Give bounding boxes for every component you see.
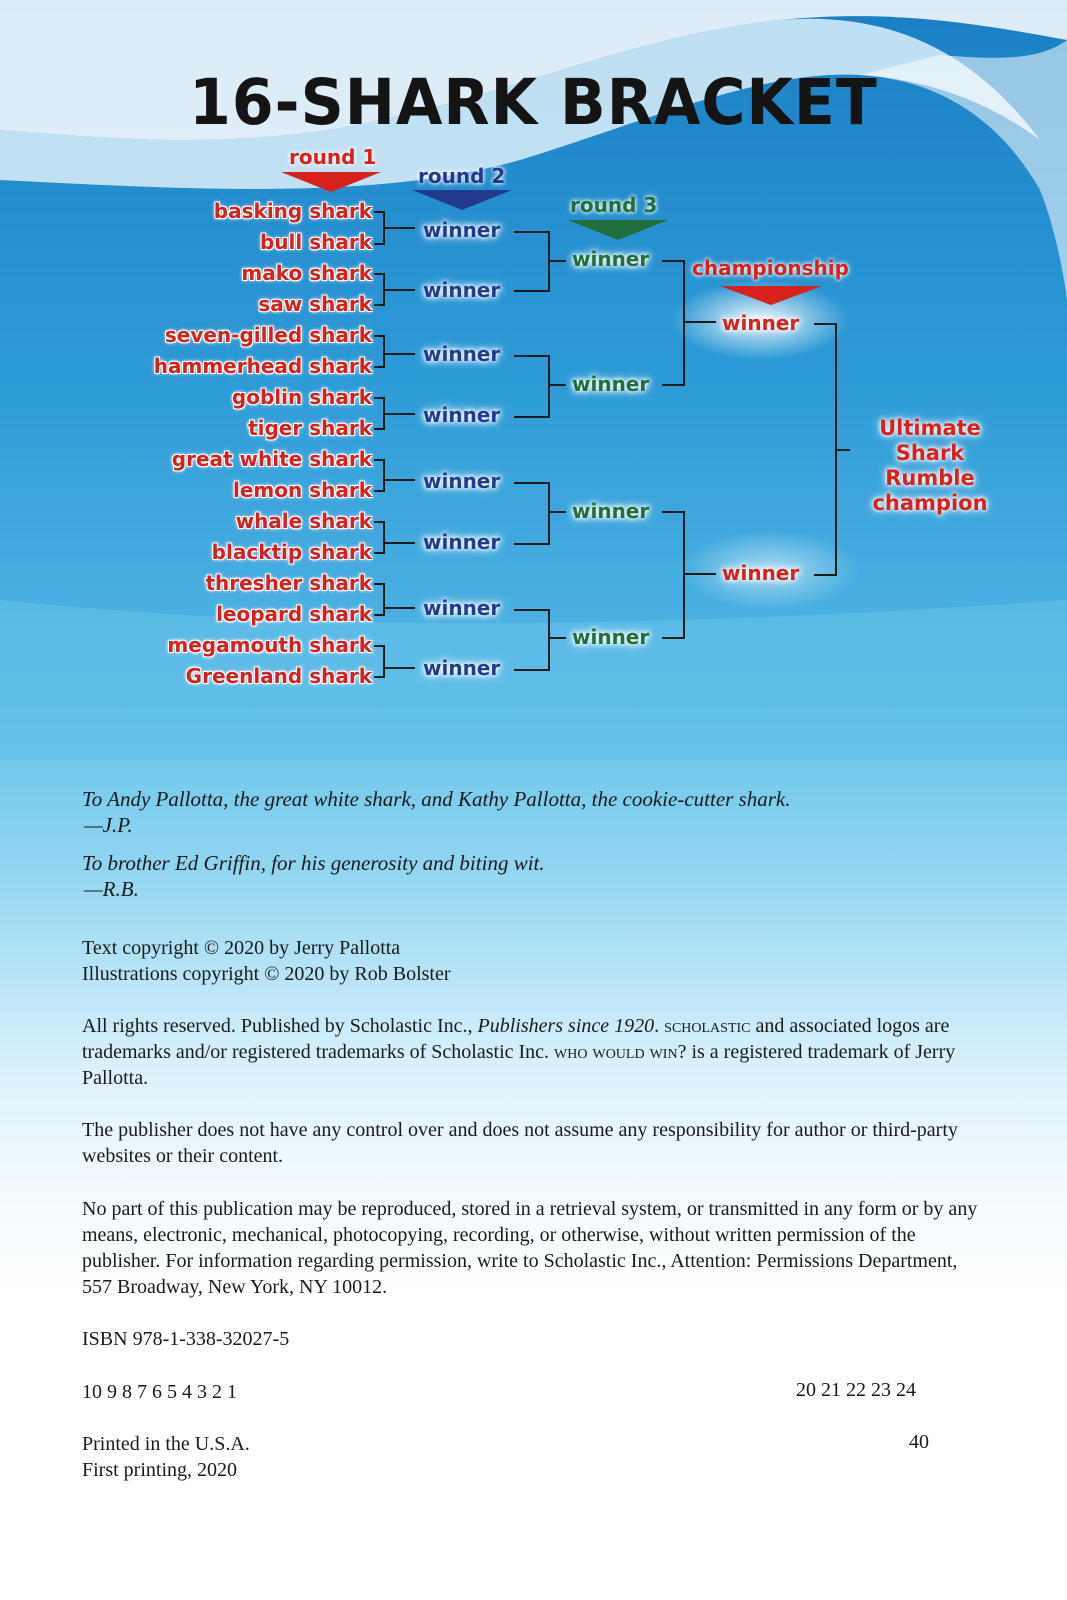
dedication-1-text: To Andy Pallotta, the great white shark, and Kathy Pallotta, the cookie-cutter shark. <box>82 787 791 811</box>
rights-part-4: is a registered trademark of Jerry Pallotta. <box>82 1041 956 1089</box>
dedication-2 <box>82 850 982 902</box>
round-1-arrow <box>281 172 381 192</box>
champion-line-2: Shark <box>895 441 965 465</box>
round-2-winner-4: winner <box>423 403 501 427</box>
round-3-winner-1: winner <box>572 247 650 271</box>
rights-reserved <box>82 1013 982 1091</box>
round-2-winner-5: winner <box>423 469 501 493</box>
championship-arrow <box>720 286 822 305</box>
print-line-left: 10 9 8 7 6 5 4 3 2 1 <box>82 1381 237 1403</box>
shark-hammerhead: hammerhead shark <box>153 354 372 378</box>
page-title: 16-SHARK BRACKET <box>189 66 878 140</box>
dedication-1-signature: —J.P. <box>84 813 133 837</box>
shark-seven-gilled: seven-gilled shark <box>164 323 372 347</box>
championship-winner-2: winner <box>722 561 800 585</box>
shark-tiger: tiger shark <box>248 416 372 440</box>
shark-lemon: lemon shark <box>232 478 372 502</box>
rights-part-3: and associated logos are trademarks and/or registered trademarks of Scholastic Inc. <box>82 1015 950 1063</box>
shark-basking: basking shark <box>213 199 372 223</box>
round-2-winner-7: winner <box>423 596 501 620</box>
shark-saw: saw shark <box>258 292 372 316</box>
round-1-label: round 1 <box>289 145 377 169</box>
reproduction-note: No part of this publication may be reproduced, stored in a retrieval system, or transmitted in any form or by any means, electronic, mechanical, photocopying, recording, or otherwise, without written permission of the publisher. For information regarding permission, write to Scholastic Inc., Attention: Permissions Department, 557 Broadway, New York, NY 10012. <box>82 1198 978 1298</box>
scholastic-mark: scholastic <box>664 1015 751 1037</box>
shark-greenland: Greenland shark <box>185 664 372 688</box>
dedication-1 <box>82 786 982 838</box>
publishers-since: Publishers since 1920 <box>477 1015 655 1037</box>
round-3-winner-3: winner <box>572 499 650 523</box>
round-2-arrow <box>412 190 512 210</box>
copyright-block <box>82 935 982 987</box>
shark-thresher: thresher shark <box>205 571 372 595</box>
dedication-2-text: To brother Ed Griffin, for his generosity and biting wit. <box>82 851 545 875</box>
round-2-winner-2: winner <box>423 278 501 302</box>
publisher-note: The publisher does not have any control over and does not assume any responsibility for author or third-party websites or their content. <box>82 1119 958 1167</box>
text-copyright: Text copyright © 2020 by Jerry Pallotta <box>82 937 401 959</box>
shark-great-white: great white shark <box>171 447 372 471</box>
champion-line-3: Rumble <box>885 466 975 490</box>
shark-goblin: goblin shark <box>231 385 372 409</box>
round-2-label: round 2 <box>418 164 506 188</box>
print-line-right: 20 21 22 23 24 <box>796 1379 916 1401</box>
dedication-2-signature: —R.B. <box>84 877 139 901</box>
printing-info <box>82 1431 982 1483</box>
shark-mako: mako shark <box>241 261 372 285</box>
round-3-arrow <box>568 220 668 240</box>
isbn: ISBN 978-1-338-32027-5 <box>82 1328 290 1350</box>
rights-part-1: All rights reserved. Published by Scholastic Inc., <box>82 1015 478 1037</box>
round-2-winner-3: winner <box>423 342 501 366</box>
round-2-winner-8: winner <box>423 656 501 680</box>
illustrations-copyright: Illustrations copyright © 2020 by Rob Bolster <box>82 963 451 985</box>
round-2-winner-1: winner <box>423 218 501 242</box>
championship-winner-1: winner <box>722 311 800 335</box>
who-would-win-mark: who would win? <box>554 1041 687 1063</box>
champion-line-1: Ultimate <box>879 416 981 440</box>
champion-line-4: champion <box>872 491 988 515</box>
printed-in: Printed in the U.S.A. <box>82 1433 250 1455</box>
ultimate-champion-label <box>855 416 1005 516</box>
page-code: 40 <box>909 1431 929 1453</box>
shark-whale: whale shark <box>235 509 372 533</box>
championship-label: championship <box>692 256 849 280</box>
shark-megamouth: megamouth shark <box>167 633 372 657</box>
round-3-label: round 3 <box>570 193 658 217</box>
round-3-winner-2: winner <box>572 372 650 396</box>
rights-part-2: . <box>654 1015 665 1037</box>
round-3-winner-4: winner <box>572 625 650 649</box>
round-2-winner-6: winner <box>423 530 501 554</box>
shark-leopard: leopard shark <box>216 602 372 626</box>
first-printing: First printing, 2020 <box>82 1459 238 1481</box>
shark-blacktip: blacktip shark <box>211 540 372 564</box>
shark-bull: bull shark <box>259 230 372 254</box>
